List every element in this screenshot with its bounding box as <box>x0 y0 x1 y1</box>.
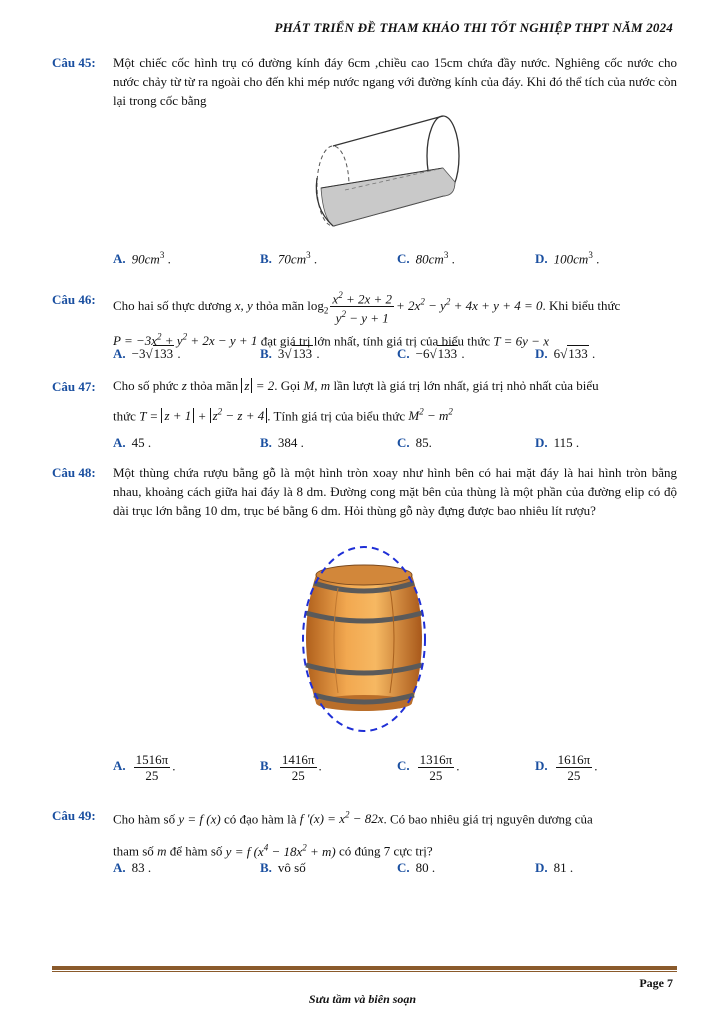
option-a[interactable]: A. $\frac{1516\pi}{25}$ . <box>113 752 176 783</box>
option-d[interactable]: D. 115 . <box>535 435 580 450</box>
question-text: Cho hai số thực dương x, y thỏa mãn $\log_2$ $\frac{x^2 + 2x + 2}{y^2 - y + 1}$ + $2x^2 - y^2 + 4x + y + 4 = 0$. Khi biểu thức $P = -3x^2 + y^2 + 2x - y + 1$ đạt giá trị lớn nhất, tính giá trị của biểu thức T = 6y − x <box>113 290 621 348</box>
option-c[interactable]: C. 80 . <box>397 860 436 875</box>
question-47 <box>52 377 677 429</box>
question-text: Cho hàm số y = f (x) có đạo hàm là f $'(x) = x^2 - 82x$. Có bao nhiêu giá trị nguyên dương của tham số m để hàm số y = f $(x^4 - 18x^2 + m)$ có đúng 7 cực trị? <box>113 810 593 859</box>
option-c[interactable]: C. −6√133 . <box>397 346 465 361</box>
wine-barrel-figure <box>290 543 438 738</box>
option-c[interactable]: C. $80cm^3$ . <box>397 250 455 267</box>
question-49 <box>52 806 677 866</box>
footer-rule-thin <box>52 971 677 972</box>
question-text: Một chiếc cốc hình trụ có đường kính đáy 6cm ,chiều cao 15cm chứa đầy nước. Nghiêng cốc nước cho nước chảy từ từ ra ngoài cho đến khi mép nước ngang với đường kính của đáy. Khi đó thể tích của nước còn lại trong cốc bằng <box>113 55 677 108</box>
question-label: Câu 46: <box>52 292 96 307</box>
question-label: Câu 48: <box>52 465 96 480</box>
page-number: Page 7 <box>639 976 673 990</box>
option-d[interactable]: D. $100cm^3$ . <box>535 250 600 267</box>
question-text: Cho số phức z thỏa mãn z = 2. Gọi M, m lần lượt là giá trị lớn nhất, giá trị nhỏ nhất của biểu thức $T = z + 1 + z^2 - z + 4$ . Tính giá trị của biểu thức $M^2 - m^2$ <box>113 378 599 424</box>
option-d[interactable]: D. 81 . <box>535 860 574 875</box>
option-a[interactable]: A. $90cm^3$ . <box>113 250 171 267</box>
question-48 <box>52 463 677 520</box>
option-b[interactable]: B. 384 . <box>260 435 304 450</box>
question-46 <box>52 288 677 352</box>
option-b[interactable]: B. 3√133 . <box>260 346 320 361</box>
option-a[interactable]: A. −3√133 . <box>113 346 181 361</box>
option-d[interactable]: D. 6√133 . <box>535 346 596 361</box>
option-c[interactable]: C. $\frac{1316\pi}{25}$ . <box>397 752 460 783</box>
question-label: Câu 47: <box>52 379 96 394</box>
option-d[interactable]: D. $\frac{1616\pi}{25}$ . <box>535 752 598 783</box>
option-c[interactable]: C. 85. <box>397 435 432 450</box>
option-a[interactable]: A. 83 . <box>113 860 152 875</box>
question-45 <box>52 53 677 110</box>
option-a[interactable]: A. 45 . <box>113 435 152 450</box>
option-b[interactable]: B. $70cm^3$ . <box>260 250 318 267</box>
question-label: Câu 49: <box>52 808 96 823</box>
option-b[interactable]: B. vô số <box>260 860 306 875</box>
page-header: PHÁT TRIỂN ĐỀ THAM KHẢO THI TỐT NGHIỆP THPT NĂM 2024 <box>274 20 673 35</box>
question-label: Câu 45: <box>52 55 96 70</box>
footer-rule <box>52 966 677 970</box>
footer-credit: Sưu tầm và biên soạn <box>308 992 417 1006</box>
tilted-cup-figure <box>305 108 470 233</box>
option-b[interactable]: B. $\frac{1416\pi}{25}$ . <box>260 752 322 783</box>
question-text: Một thùng chứa rượu bằng gỗ là một hình tròn xoay như hình bên có hai mặt đáy là hai hình tròn bằng nhau, khoảng cách giữa hai đáy là 8 dm. Đường cong mặt bên của thùng là một phần của đường elip có độ dài trục lớn bằng 10 dm, trục bé bằng 6 dm. Hỏi thùng gỗ này đựng được bao nhiêu lít rượu? <box>113 465 677 518</box>
